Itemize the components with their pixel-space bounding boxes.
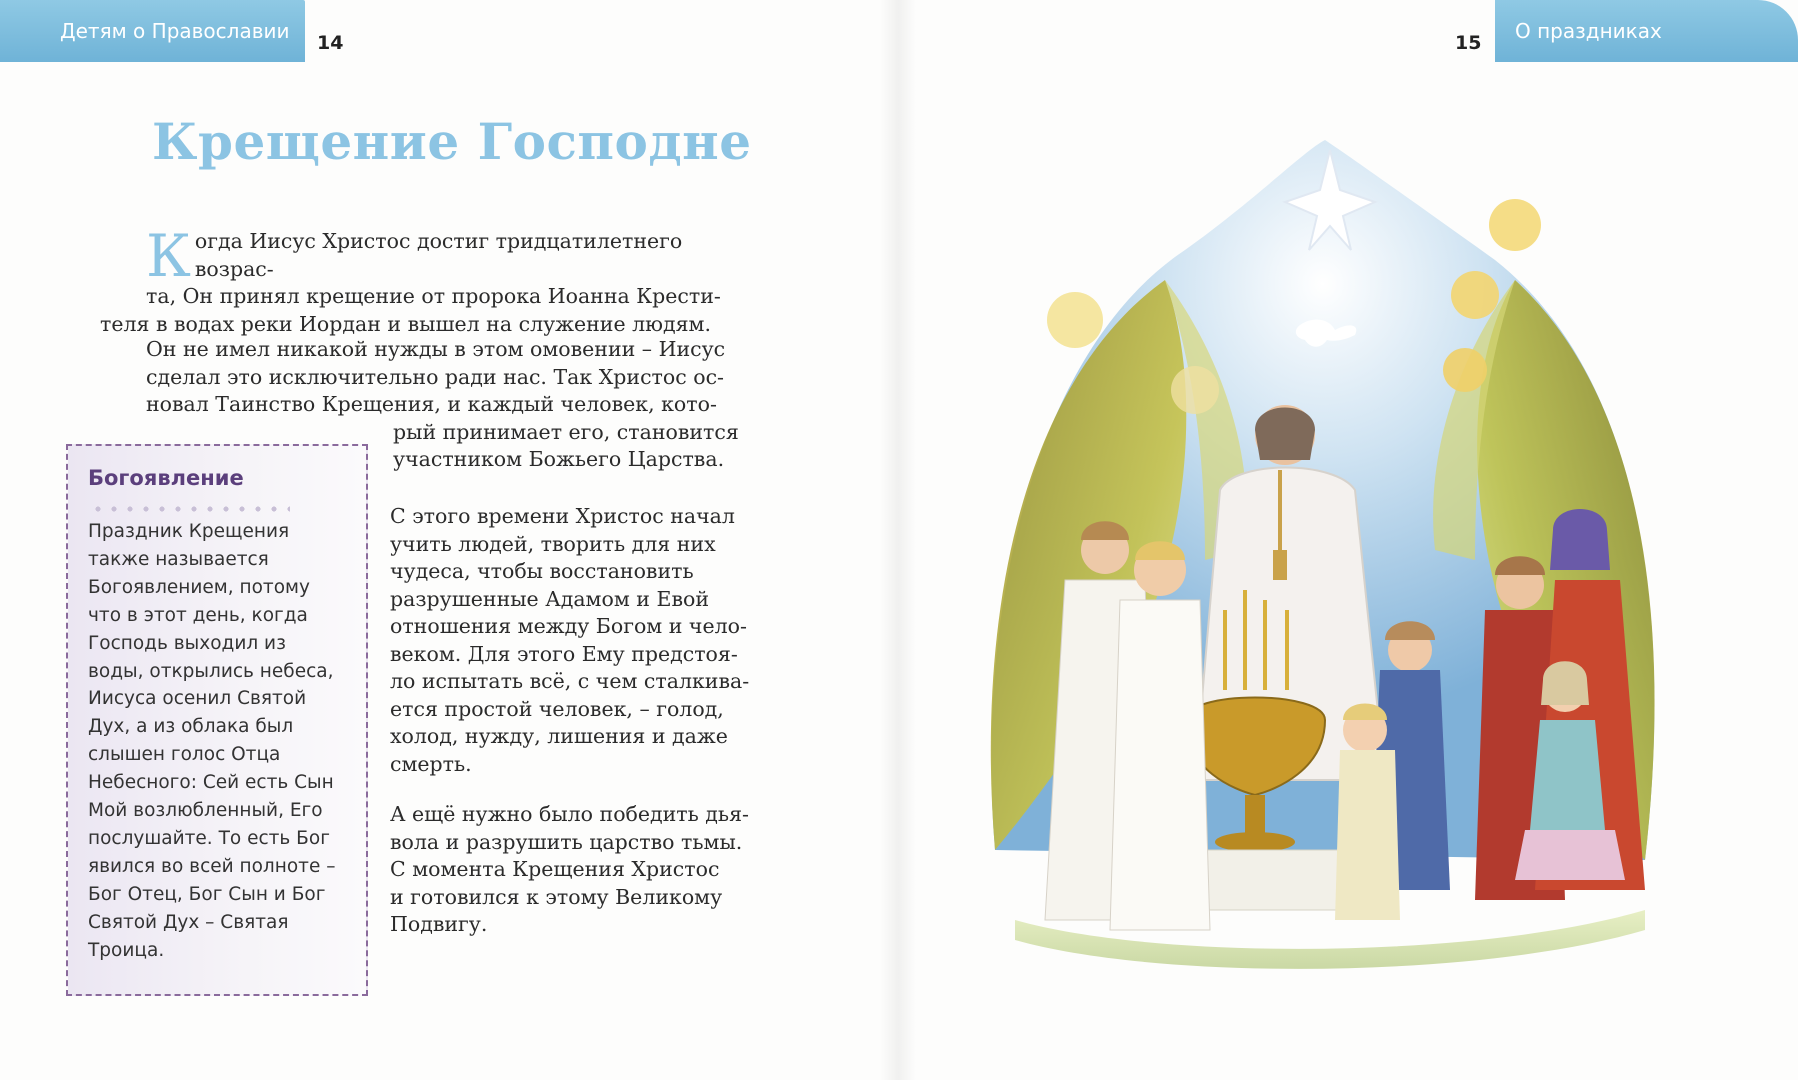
sidebar-line: Святой Дух – Святая [88,911,289,933]
paragraph-2-line: новал Таинство Крещения, и каждый человек, кото- [146,392,717,416]
sidebar-heading: Богоявление [88,466,244,490]
paragraph-3-line: смерть. [390,751,472,776]
sidebar-line: Богоявлением, потому [88,576,310,598]
dotted-divider [90,505,290,513]
halo [1443,348,1487,392]
paragraph-3-line: веком. Для этого Ему предстоя- [390,641,738,666]
sidebar-text [88,518,358,965]
sidebar-line: явился во всей полноте – [88,855,336,877]
paragraph-1-line: огда Иисус Христос достиг тридцатилетнего возрас- [194,229,683,281]
paragraph-4 [390,801,790,939]
paragraph-3-line: холод, нужду, лишения и даже [390,724,728,748]
sidebar-line: Троица. [88,939,165,961]
paragraph-1-line: теля в водах реки Иордан и вышел на служение людям. [100,311,712,336]
paragraph-3-line: отношения между Богом и чело- [390,614,747,638]
baptism-illustration [955,130,1675,990]
header-tab-section-title [1495,0,1798,62]
sidebar-epiphany-box [66,444,368,996]
paragraph-2-line: Он не имел никакой нужды в этом омовении – Иисус [146,337,726,361]
page-title: Крещение Господне [152,112,752,171]
sidebar-line: Мой возлюбленный, Его [88,800,323,822]
paragraph-3-line: ется простой человек, – голод, [390,696,724,721]
paragraph-2-line: участником Божьего Царства. [393,447,725,471]
book-spine-shadow [880,0,916,1080]
halo [1171,366,1219,414]
page-number-right: 15 [1455,32,1482,54]
paragraph-3-line: чудеса, чтобы восстановить [390,559,694,583]
halo [1451,271,1499,319]
paragraph-4-line: С момента Крещения Христос [390,857,720,881]
sidebar-line: Господь выходил из [88,632,286,654]
paragraph-4-line: и готовился к этому Великому [390,884,723,909]
sidebar-line: что в этот день, когда [88,604,308,626]
header-tab-book-title [0,0,305,62]
sidebar-line: Дух, а из облака был [88,716,294,738]
drop-cap: К [146,222,191,290]
paragraph-3-line: С этого времени Христос начал [390,504,735,528]
sidebar-line: Иисуса осенил Святой [88,688,307,710]
paragraph-4-line: Подвигу. [390,912,488,936]
paragraph-1 [100,222,766,338]
paragraph-2-line: сделал это исключительно ради нас. Так Христос ос- [146,364,724,389]
halo [1047,292,1103,348]
sidebar-line: Праздник Крещения [88,521,290,542]
paragraph-3-line: ло испытать всё, с чем сталкива- [390,669,750,693]
page-number-left: 14 [317,32,344,54]
paragraph-3 [390,503,790,778]
sidebar-line: послушайте. То есть Бог [88,827,330,849]
paragraph-2-line: рый принимает его, становится [393,419,739,444]
paragraph-4-line: вола и разрушить царство тьмы. [390,829,743,854]
section-title: О праздниках [1515,19,1662,43]
sidebar-line: слышен голос Отца [88,744,281,766]
paragraph-1-line: та, Он принял крещение от пророка Иоанна Крести- [146,284,721,308]
paragraph-3-line: учить людей, творить для них [390,531,716,556]
sidebar-line: также называется [88,548,269,570]
sidebar-line: Небесного: Сей есть Сын [88,772,334,794]
sidebar-line: Бог Отец, Бог Сын и Бог [88,883,326,905]
paragraph-4-line: А ещё нужно было победить дья- [390,802,749,826]
sidebar-line: воды, открылись небеса, [88,660,334,682]
halo [1489,199,1541,251]
book-title: Детям о Православии [60,19,290,43]
paragraph-3-line: разрушенные Адамом и Евой [390,586,710,611]
